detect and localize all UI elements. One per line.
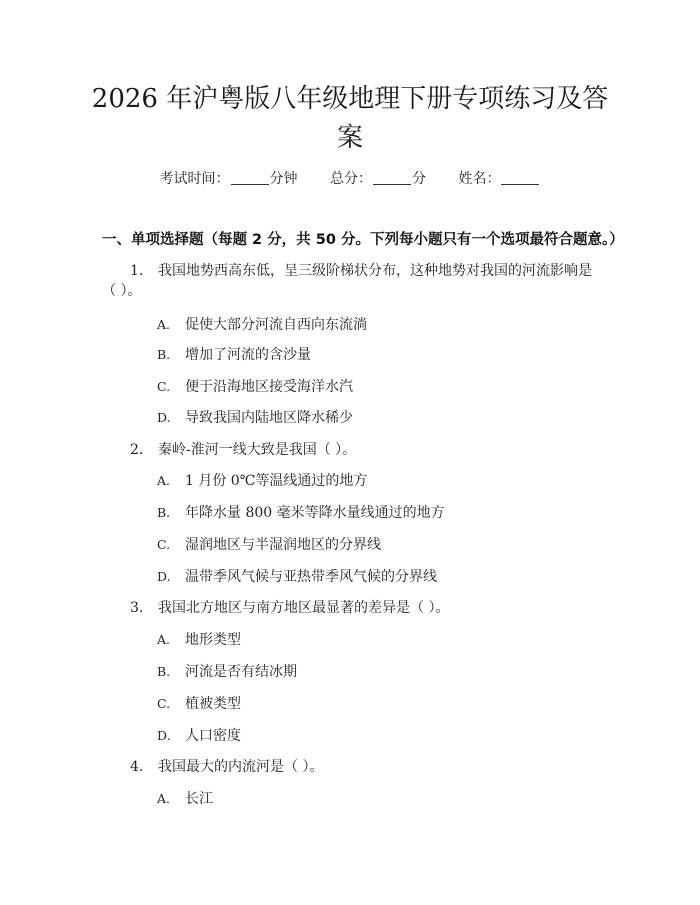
option-letter: D.	[157, 569, 171, 584]
option-text: 导致我国内陆地区降水稀少	[185, 410, 353, 426]
question-stem: 我国最大的内流河是（ ）。	[158, 759, 324, 775]
option-letter: B.	[157, 664, 171, 679]
option-2a[interactable]	[157, 471, 577, 491]
option-text: 长江	[185, 791, 213, 807]
option-letter: C.	[157, 537, 171, 552]
option-3c[interactable]	[157, 694, 577, 714]
question-stem: 秦岭-淮河一线大致是我国（ ）。	[158, 442, 357, 458]
option-3b[interactable]	[157, 662, 577, 682]
question-3	[102, 598, 602, 618]
question-number: 3.	[130, 600, 144, 616]
question-number: 4.	[130, 759, 144, 775]
option-text: 湿润地区与半湿润地区的分界线	[185, 537, 381, 553]
option-text: 1 月份 0℃等温线通过的地方	[185, 473, 368, 489]
score-blank[interactable]	[373, 170, 411, 185]
option-text: 人口密度	[185, 728, 241, 744]
option-1a[interactable]	[157, 315, 577, 335]
time-unit: 分钟	[269, 171, 298, 187]
option-letter: B.	[157, 505, 171, 520]
option-3a[interactable]	[157, 630, 577, 650]
score-unit: 分	[412, 171, 426, 187]
section-heading: 一、单项选择题（每题 2 分，共 50 分。下列每小题只有一个选项最符合题意。）	[102, 232, 624, 248]
option-1b[interactable]	[157, 345, 577, 365]
exam-score	[330, 169, 426, 189]
option-1c[interactable]	[157, 377, 577, 397]
option-letter: B.	[157, 347, 171, 362]
question-4	[102, 757, 602, 777]
question-2	[102, 440, 602, 460]
page-title: 2026 年沪粤版八年级地理下册专项练习及答案	[91, 84, 609, 153]
question-1	[102, 261, 602, 301]
option-letter: C.	[157, 379, 171, 394]
option-letter: D.	[157, 410, 171, 425]
exam-name	[458, 169, 540, 189]
option-letter: A.	[157, 317, 171, 332]
option-text: 年降水量 800 毫米等降水量线通过的地方	[185, 505, 445, 521]
option-2d[interactable]	[157, 567, 577, 587]
option-text: 增加了河流的含沙量	[185, 347, 311, 363]
option-letter: A.	[157, 791, 171, 806]
name-blank[interactable]	[501, 170, 539, 185]
option-text: 促使大部分河流自西向东流淌	[185, 317, 367, 333]
time-blank[interactable]	[231, 170, 269, 185]
time-label: 考试时间：	[159, 171, 230, 187]
question-number: 1.	[130, 263, 144, 279]
option-letter: A.	[157, 632, 171, 647]
option-3d[interactable]	[157, 726, 577, 746]
option-text: 温带季风气候与亚热带季风气候的分界线	[185, 569, 437, 585]
exam-time	[160, 169, 298, 189]
question-stem: 我国地势西高东低，呈三级阶梯状分布，这种地势对我国的河流影响是（ ）。	[102, 263, 592, 299]
question-number: 2.	[130, 442, 144, 458]
option-text: 便于沿海地区接受海洋水汽	[185, 379, 353, 395]
option-text: 植被类型	[185, 696, 241, 712]
option-letter: C.	[157, 696, 171, 711]
name-label: 姓名：	[458, 171, 501, 187]
option-1d[interactable]	[157, 408, 577, 428]
option-4a[interactable]	[157, 789, 577, 809]
score-label: 总分：	[330, 171, 372, 187]
option-letter: A.	[157, 473, 171, 488]
option-2c[interactable]	[157, 535, 577, 555]
option-letter: D.	[157, 728, 171, 743]
option-text: 地形类型	[185, 632, 241, 648]
exam-meta	[0, 169, 700, 189]
question-stem: 我国北方地区与南方地区最显著的差异是（ ）。	[158, 600, 450, 616]
option-2b[interactable]	[157, 503, 577, 523]
option-text: 河流是否有结冰期	[185, 664, 297, 680]
